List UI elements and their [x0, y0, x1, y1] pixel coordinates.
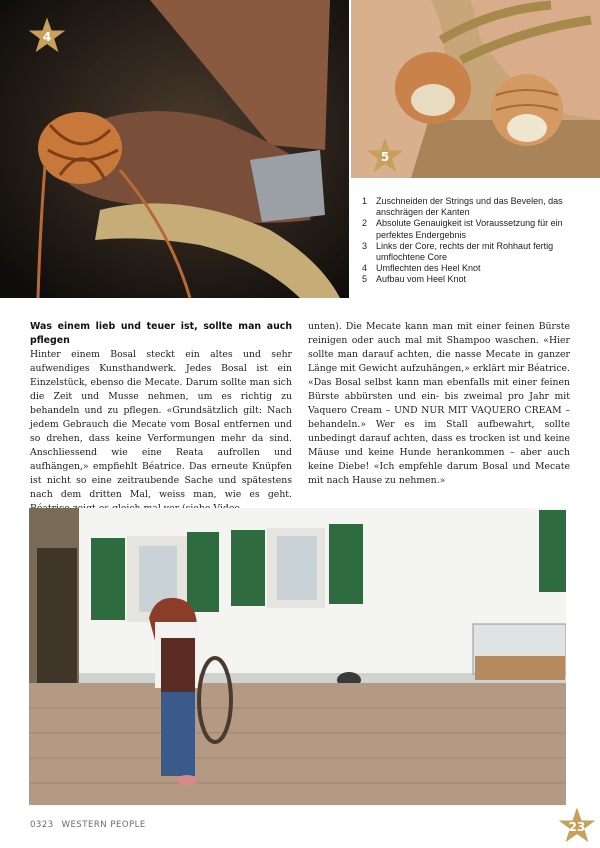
caption-text: Links der Core, rechts der mit Rohhaut fertig umflochtene Core	[376, 240, 554, 263]
section-heading: Was einem lieb und teuer ist, sollte man auch pflegen	[30, 321, 292, 346]
photo-number-badge-4	[28, 16, 66, 54]
caption-item	[362, 263, 592, 274]
page-number: 23	[568, 819, 586, 834]
caption-item	[362, 218, 592, 240]
footer-issue	[30, 820, 146, 830]
article-column-right	[308, 320, 570, 488]
caption-number: 2	[362, 218, 368, 229]
caption-text: Umflechten des Heel Knot	[376, 263, 481, 274]
caption-text: Absolute Genauigkeit ist Voraussetzung für ein perfektes Endergebnis	[376, 218, 563, 240]
caption-number: 3	[362, 240, 368, 251]
body-text: Hinter einem Bosal steckt ein altes und sehr aufwendiges Kunsthandwerk. Jedes Bosal ist ein Einzelstück, ebenso die Mecate. Darum sollte man sich die Zeit und Musse nehmen, um es richtig zu behandeln und zu pflegen. «Grundsätzlich gilt: Nach jedem Gebrauch die Mecate vom Bosal entfernen und so drehen, dass keine Verformungen mehr da sind. Anschliessend wie eine Reata aufrollen und aufhängen,» empfiehlt Béatrice. Das erneute Knüpfen ist nicht so eine zeitraubende Sache und spätestens nach dem dritten Mal, weiss man, wie es geht.	[30, 349, 292, 500]
caption-item	[362, 196, 592, 218]
photo-number-badge-5	[366, 136, 404, 174]
issue-number: 0323	[30, 820, 54, 830]
caption-item	[362, 241, 592, 263]
body-text: unten). Die Mecate kann man mit einer feinen Bürste reinigen oder auch mal mit Shampoo waschen. «Hier sollte man darauf achten, die nasse Mecate in ganzer Länge mit Gewicht aufzuhängen,» erklärt mir Béatrice. «Das Bosal selbst kann man ebenfalls mit einer feinen Bürste abbürsten und ein- bis zweimal pro Jahr mit Vaquero Cream – UND NUR MIT VAQUERO CREAM – behandeln.» Wer es im Stall aufbewahrt, sollte unbedingt darauf achten, dass es trocken ist und keine Mäuse und keine Hunde herankommen – aber auch keine Diebe! «Ich empfehle darum Bosal und Mecate mit nach Hause zu nehmen.»	[308, 321, 570, 486]
caption-text: Aufbau vom Heel Knot	[376, 274, 467, 285]
caption-number: 1	[362, 196, 368, 206]
caption-number: 5	[362, 274, 368, 285]
page-number-badge	[558, 806, 596, 844]
caption-number: 4	[362, 263, 368, 274]
badge-number: 4	[42, 29, 52, 44]
caption-item	[362, 274, 592, 285]
magazine-title: WESTERN PEOPLE	[61, 820, 146, 830]
photo-woman-with-mecate	[29, 508, 566, 805]
article-column-left	[30, 320, 292, 516]
caption-text: Zuschneiden der Strings und das Bevelen, das anschrägen der Kanten	[376, 196, 563, 218]
badge-number: 5	[380, 149, 390, 164]
photo-captions	[362, 196, 592, 286]
